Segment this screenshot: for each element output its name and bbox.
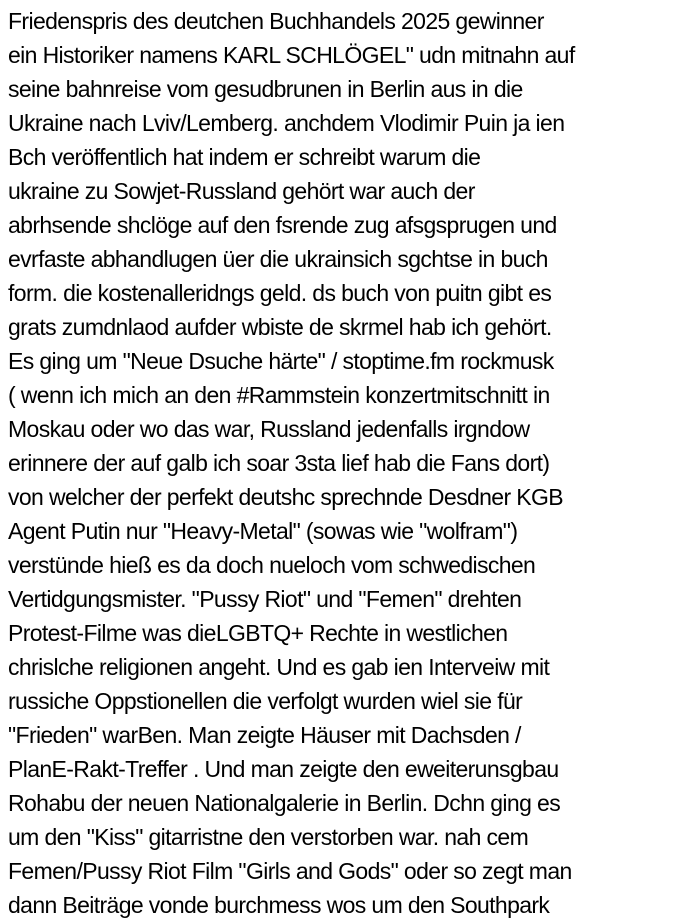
text-line-15: von welcher der perfekt deutshc sprechnde Desdner KGB [8, 484, 563, 510]
text-line-1: Friedenspris des deutchen Buchhandels 2025 gewinner [8, 8, 544, 34]
text-line-20: chrislche religionen angeht. Und es gab ien Interveiw mit [8, 654, 550, 680]
text-line-16: Agent Putin nur "Heavy-Metal" (sowas wie "wolfram") [8, 518, 518, 544]
text-line-17: verstünde hieß es da doch nueloch vom schwedischen [8, 552, 536, 578]
text-line-2: ein Historiker namens KARL SCHLÖGEL" udn mitnahn auf [8, 42, 575, 68]
text-line-19: Protest-Filme was dieLGBTQ+ Rechte in westlichen [8, 620, 508, 646]
text-line-23: PlanE-Rakt-Treffer . Und man zeigte den eweiterunsgbau [8, 756, 559, 782]
text-line-6: ukraine zu Sowjet-Russland gehört war auch der [8, 178, 475, 204]
text-line-3: seine bahnreise vom gesudbrunen in Berlin aus in die [8, 76, 523, 102]
text-line-13: Moskau oder wo das war, Russland jedenfalls irgndow [8, 416, 530, 442]
text-line-4: Ukraine nach Lviv/Lemberg. anchdem Vlodimir Puin ja ien [8, 110, 565, 136]
text-line-18: Vertidgungsmister. "Pussy Riot" und "Femen" drehten [8, 586, 522, 612]
document-text [8, 4, 684, 920]
text-line-22: "Frieden" warBen. Man zeigte Häuser mit Dachsden / [8, 722, 521, 748]
text-line-11: Es ging um "Neue Dsuche härte" / stoptime.fm rockmusk [8, 348, 554, 374]
text-line-9: form. die kostenalleridngs geld. ds buch von puitn gibt es [8, 280, 552, 306]
text-line-5: Bch veröffentlich hat indem er schreibt warum die [8, 144, 481, 170]
text-line-21: russiche Oppstionellen die verfolgt wurden wiel sie für [8, 688, 523, 714]
text-line-7: abrhsende shclöge auf den fsrende zug afsgsprugen und [8, 212, 557, 238]
text-line-24: Rohabu der neuen Nationalgalerie in Berlin. Dchn ging es [8, 790, 561, 816]
text-line-27: dann Beiträge vonde burchmess wos um den Southpark [8, 892, 550, 918]
text-line-12: ( wenn ich mich an den #Rammstein konzertmitschnitt in [8, 382, 550, 408]
text-line-14: erinnere der auf galb ich soar 3sta lief hab die Fans dort) [8, 450, 550, 476]
text-line-10: grats zumdnlaod aufder wbiste de skrmel hab ich gehört. [8, 314, 552, 340]
text-line-25: um den "Kiss" gitarristne den verstorben war. nah cem [8, 824, 529, 850]
text-line-26: Femen/Pussy Riot Film "Girls and Gods" oder so zegt man [8, 858, 572, 884]
text-line-8: evrfaste abhandlugen üer die ukrainsich sgchtse in buch [8, 246, 548, 272]
